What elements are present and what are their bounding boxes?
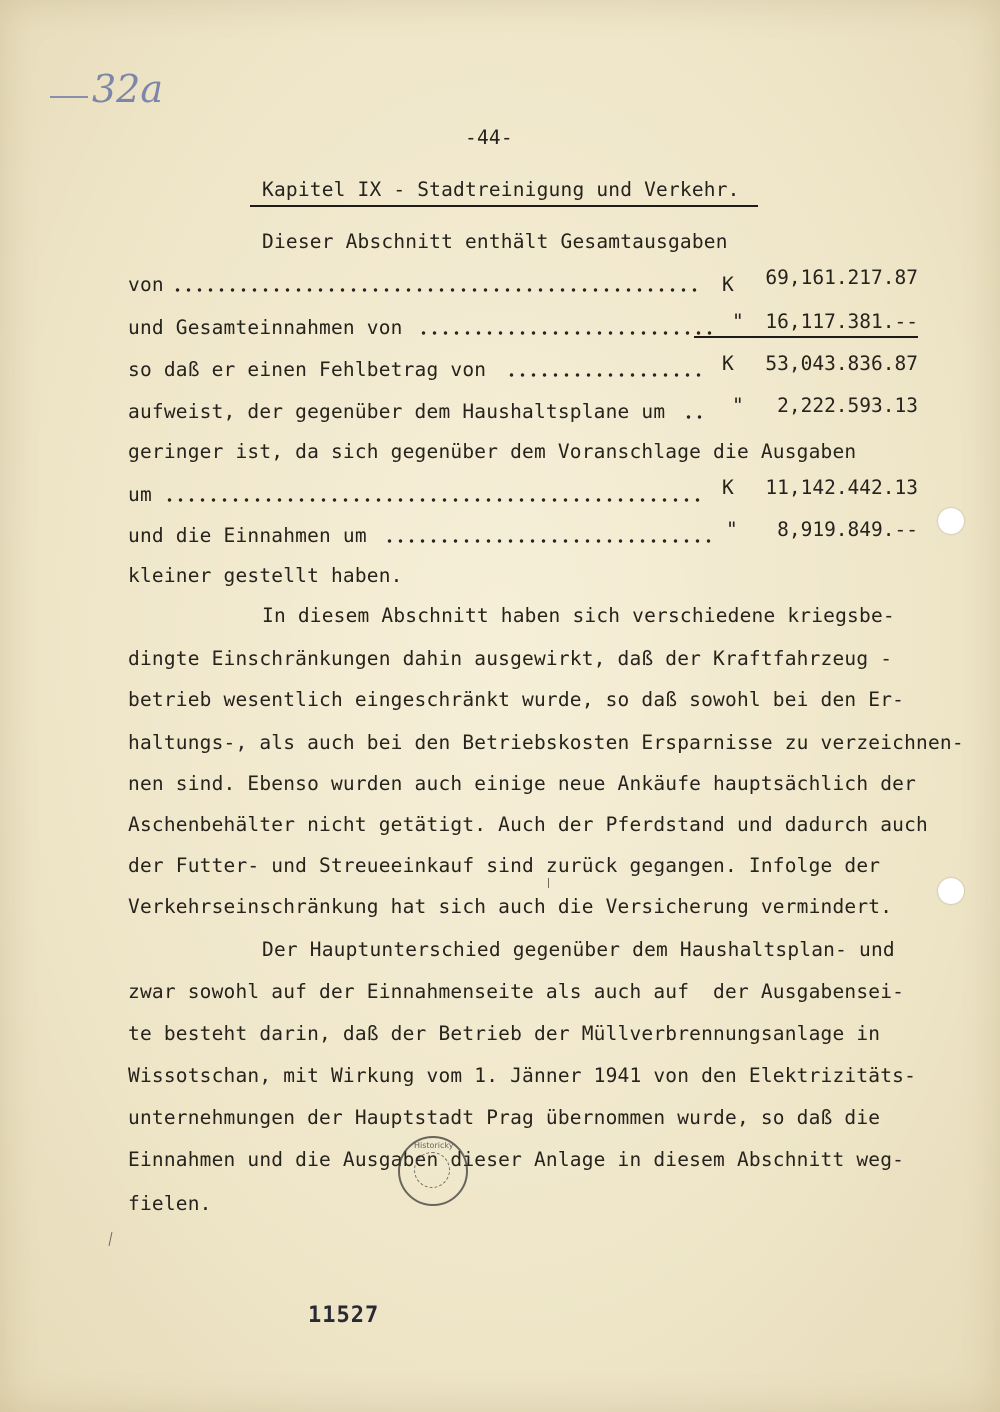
chapter-title-underline — [250, 205, 758, 207]
currency-mark: K — [722, 352, 734, 375]
summary-row-label: und Gesamteinnahmen von — [128, 316, 403, 339]
archive-stamp — [398, 1136, 468, 1206]
hole-punch — [938, 508, 964, 534]
paragraph-line: Einnahmen und die Ausgaben dieser Anlage in diesem Abschnitt weg- — [128, 1148, 905, 1171]
chapter-title: Kapitel IX - Stadtreinigung und Verkehr. — [262, 178, 740, 201]
archive-stamp-inner-ring — [414, 1152, 450, 1188]
currency-mark: K — [722, 476, 734, 499]
currency-mark: " — [732, 310, 744, 333]
currency-mark: " — [732, 394, 744, 417]
summary-row-label: von — [128, 273, 164, 296]
amount-value: 53,043.836.87 — [765, 352, 918, 375]
amount-value: 11,142.442.13 — [765, 476, 918, 499]
file-number: 11527 — [308, 1303, 380, 1328]
paragraph-line: der Futter- und Streueeinkauf sind zurück gegangen. Infolge der — [128, 854, 881, 877]
page-number: -44- — [465, 126, 513, 149]
currency-mark: K — [722, 273, 734, 296]
summary-row-label: geringer ist, da sich gegenüber dem Voranschlage die Ausgaben — [128, 440, 857, 463]
amount-value: 69,161.217.87 — [765, 266, 918, 289]
amount-value: 8,919.849.-- — [777, 518, 918, 541]
hole-punch — [938, 878, 964, 904]
paragraph-line: unternehmungen der Hauptstadt Prag übernommen wurde, so daß die — [128, 1106, 881, 1129]
amount-value: 2,222.593.13 — [777, 394, 918, 417]
sum-underline — [694, 336, 918, 338]
leader-dots — [506, 372, 704, 378]
leader-dots — [164, 497, 706, 503]
archive-stamp-text: Historický — [414, 1141, 454, 1150]
paragraph-line: betrieb wesentlich eingeschränkt wurde, so daß sowohl bei den Er- — [128, 688, 905, 711]
currency-mark: " — [726, 518, 738, 541]
paragraph-line: In diesem Abschnitt haben sich verschiedene kriegsbe- — [262, 604, 895, 627]
paragraph-line: fielen. — [128, 1192, 212, 1215]
amount-value: 16,117.381.-- — [765, 310, 918, 333]
archive-mark-handwritten: 32a — [92, 67, 164, 111]
leader-dots — [418, 330, 714, 336]
paragraph-line: te besteht darin, daß der Betrieb der Müllverbrennungsanlage in — [128, 1022, 881, 1045]
paragraph-line: Verkehrseinschränkung hat sich auch die Versicherung vermindert. — [128, 895, 893, 918]
summary-row-label: um — [128, 483, 152, 506]
paragraph-line: dingte Einschränkungen dahin ausgewirkt, daß der Kraftfahrzeug - — [128, 647, 893, 670]
summary-row-label: und die Einnahmen um — [128, 524, 367, 547]
summary-row-label: aufweist, der gegenüber dem Haushaltsplane um — [128, 400, 666, 423]
leader-dots — [172, 287, 700, 293]
paragraph-line: Der Hauptunterschied gegenüber dem Haushaltsplan- und — [262, 938, 895, 961]
margin-tick — [548, 878, 549, 888]
summary-intro: Dieser Abschnitt enthält Gesamtausgaben — [262, 230, 728, 253]
summary-row-label: so daß er einen Fehlbetrag von — [128, 358, 487, 381]
margin-tick — [109, 1232, 113, 1246]
archive-mark-dash — [50, 96, 88, 98]
paragraph-line: Aschenbehälter nicht getätigt. Auch der Pferdstand und dadurch auch — [128, 813, 928, 836]
summary-closing: kleiner gestellt haben. — [128, 564, 403, 587]
leader-dots — [683, 414, 707, 420]
leader-dots — [384, 538, 714, 544]
paragraph-line: haltungs-, als auch bei den Betriebskosten Ersparnisse zu verzeichnen- — [128, 731, 964, 754]
paragraph-line: zwar sowohl auf der Einnahmenseite als auch auf der Ausgabensei- — [128, 980, 905, 1003]
paragraph-line: nen sind. Ebenso wurden auch einige neue Ankäufe hauptsächlich der — [128, 772, 917, 795]
paragraph-line: Wissotschan, mit Wirkung vom 1. Jänner 1941 von den Elektrizitäts- — [128, 1064, 917, 1087]
